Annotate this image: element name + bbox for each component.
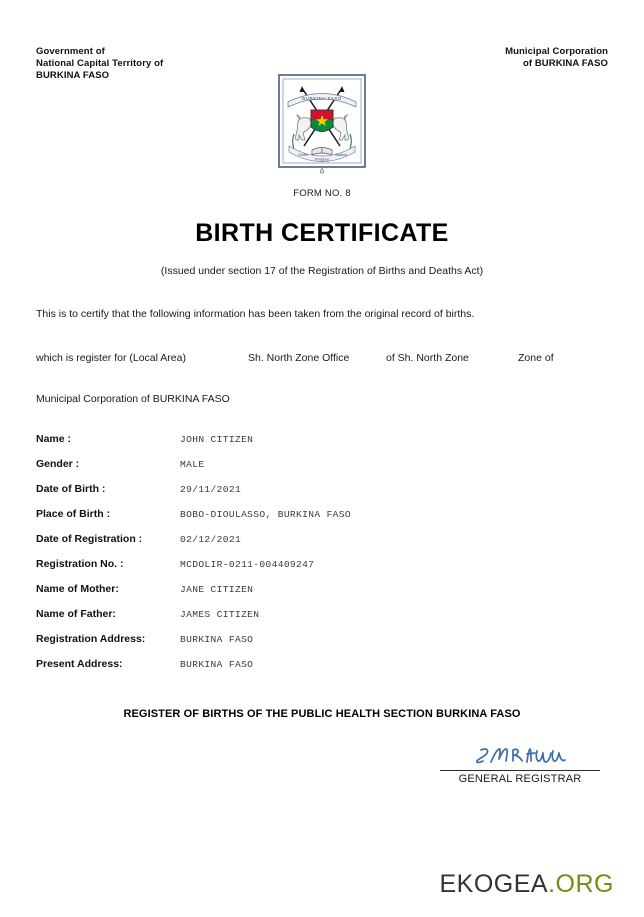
field-row [36, 483, 608, 508]
field-label-name-of-mother: Name of Mother: [36, 583, 119, 595]
header-left-authority [36, 46, 163, 83]
document-subtitle: (Issued under section 17 of the Registration of Births and Deaths Act) [160, 265, 484, 277]
field-row [36, 558, 608, 583]
field-row [36, 433, 608, 458]
register-office-value: Sh. North Zone Office [248, 352, 350, 364]
field-row [36, 458, 608, 483]
field-label-place-of-birth: Place of Birth : [36, 508, 111, 520]
certificate-fields [36, 433, 608, 683]
field-row [36, 658, 608, 683]
header-left-line-3: BURKINA FASO [36, 70, 110, 82]
signature-caption: GENERAL REGISTRAR [458, 773, 582, 785]
register-zone-of-label: Zone of [518, 352, 554, 364]
field-label-date-of-birth: Date of Birth : [36, 483, 106, 495]
field-value-present-address: BURKINA FASO [180, 659, 254, 670]
svg-text:BURKINA FASO: BURKINA FASO [302, 96, 342, 101]
field-row [36, 633, 608, 658]
certification-statement: This is to certify that the following information has been taken from the original record of births. [36, 308, 475, 320]
field-label-registration-no: Registration No. : [36, 558, 124, 570]
header-left-line-2: National Capital Territory of [36, 58, 164, 70]
field-label-date-of-registration: Date of Registration : [36, 533, 143, 545]
page-title: BIRTH CERTIFICATE [195, 219, 449, 247]
field-label-gender: Gender : [36, 458, 80, 470]
header-right-line-1: Municipal Corporation [505, 46, 608, 57]
header-right-line-2: of BURKINA FASO [522, 58, 608, 70]
watermark-name: EKOGEA [439, 870, 549, 898]
register-zone-value: of Sh. North Zone [386, 352, 469, 364]
municipal-corporation-line: Municipal Corporation of BURKINA FASO [36, 393, 230, 405]
field-row [36, 508, 608, 533]
field-row [36, 533, 608, 558]
coat-of-arms-emblem [278, 74, 366, 174]
field-row [36, 583, 608, 608]
form-number: FORM NO. 8 [293, 188, 351, 199]
field-value-registration-address: BURKINA FASO [180, 634, 254, 645]
field-value-date-of-birth: 29/11/2021 [180, 484, 242, 495]
field-label-name-of-father: Name of Father: [36, 608, 116, 620]
register-local-area-label: which is register for (Local Area) [36, 352, 186, 364]
signature-rule [440, 770, 600, 771]
field-value-name: JOHN CITIZEN [180, 434, 254, 445]
header-left-line-1: Government of [36, 46, 105, 57]
field-label-name: Name : [36, 433, 72, 445]
register-section-title: REGISTER OF BIRTHS OF THE PUBLIC HEALTH SECTION BURKINA FASO [123, 708, 521, 720]
field-value-name-of-mother: JANE CITIZEN [180, 584, 254, 595]
field-value-gender: MALE [180, 459, 205, 470]
svg-text:Progres: Progres [314, 156, 330, 162]
field-row [36, 608, 608, 633]
svg-text:Justice: Justice [334, 152, 348, 157]
field-value-place-of-birth: BOBO-DIOULASSO, BURKINA FASO [180, 509, 352, 520]
field-label-registration-address: Registration Address: [36, 633, 146, 645]
header-right-authority [505, 46, 608, 70]
field-value-date-of-registration: 02/12/2021 [180, 534, 242, 545]
site-watermark [440, 870, 615, 899]
field-value-name-of-father: JAMES CITIZEN [180, 609, 260, 620]
field-label-present-address: Present Address: [36, 658, 123, 670]
signature-block [440, 742, 600, 785]
svg-text:Unite: Unite [298, 152, 308, 157]
field-value-registration-no: MCDOLIR-0211-004409247 [180, 559, 315, 570]
registrar-signature [440, 742, 600, 770]
watermark-tld: .ORG [548, 870, 614, 898]
